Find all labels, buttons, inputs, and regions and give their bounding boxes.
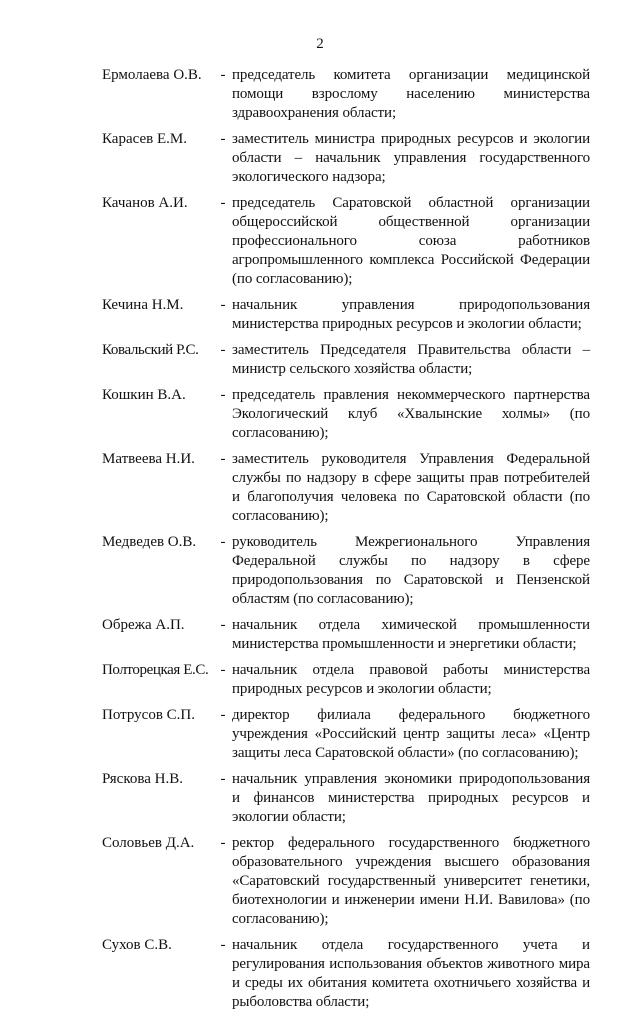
list-item [102,386,590,443]
member-position: начальник управления природопользования министерства природных ресурсов и экологии области; [232,297,590,332]
list-item [102,770,590,827]
member-name: Кечина Н.М. [102,297,184,313]
list-item [102,66,590,123]
separator-dash: - [220,662,226,678]
separator-dash: - [220,342,226,358]
separator-dash: - [220,387,226,403]
commission-member-list [102,66,590,1019]
separator-dash: - [220,131,226,147]
member-position: председатель Саратовской областной организации общероссийской общественной организации профессионального союза работников агропромышленного комплекса Российской Федерации (по согласованию); [232,195,590,287]
list-item [102,450,590,526]
member-position: руководитель Межрегионального Управления Федеральной службы по надзору в сфере природопользования по Саратовской и Пензенской областям (по согласованию); [232,534,590,607]
list-item [102,936,590,1012]
member-name: Обрежа А.П. [102,617,185,633]
list-item [102,834,590,929]
member-name: Соловьев Д.А. [102,835,195,851]
list-item [102,341,590,379]
separator-dash: - [220,534,226,550]
separator-dash: - [220,297,226,313]
separator-dash: - [220,451,226,467]
member-name: Медведев О.В. [102,534,197,550]
separator-dash: - [220,835,226,851]
member-name: Карасев Е.М. [102,131,187,147]
separator-dash: - [220,771,226,787]
member-position: начальник отдела государственного учета и регулирования использования объектов животного мира и среды их обитания комитета охотничьего хозяйства и рыболовства области; [232,937,590,1010]
member-name: Ряскова Н.В. [102,771,183,787]
member-name: Кошкин В.А. [102,387,186,403]
list-item [102,706,590,763]
member-name: Сухов С.В. [102,937,172,953]
list-item [102,194,590,289]
separator-dash: - [220,195,226,211]
member-name: Потрусов С.П. [102,707,196,723]
member-position: начальник управления экономики природопользования и финансов министерства природных ресурсов и экологии области; [232,771,590,825]
list-item [102,533,590,609]
member-position: заместитель Председателя Правительства области – министр сельского хозяйства области; [232,342,590,377]
member-position: директор филиала федерального бюджетного учреждения «Российский центр защиты леса» «Центр защиты леса Саратовской области» (по согласованию); [232,707,590,761]
member-position: ректор федерального государственного бюджетного образовательного учреждения высшего образования «Саратовский государственный университет генетики, биотехнологии и инженерии имени Н.И. Вавилова» (по согласованию); [232,835,590,927]
separator-dash: - [220,707,226,723]
member-position: председатель правления некоммерческого партнерства Экологический клуб «Хвалынские холмы» (по согласованию); [232,387,590,441]
member-position: председатель комитета организации медицинской помощи взрослому населению министерства здравоохранения области; [232,67,590,121]
separator-dash: - [220,67,226,83]
member-name: Полторецкая Е.С. [102,662,209,678]
list-item [102,130,590,187]
page-number: 2 [316,36,324,52]
member-name: Матвеева Н.И. [102,451,195,467]
member-name: Ковальский Р.С. [102,342,199,358]
list-item [102,661,590,699]
list-item [102,296,590,334]
member-position: заместитель министра природных ресурсов и экологии области – начальник управления государственного экологического надзора; [232,131,590,185]
member-position: заместитель руководителя Управления Федеральной службы по надзору в сфере защиты прав потребителей и благополучия человека по Саратовской области (по согласованию); [232,451,590,524]
list-item [102,616,590,654]
member-position: начальник отдела химической промышленности министерства промышленности и энергетики области; [232,617,590,652]
member-name: Ермолаева О.В. [102,67,202,83]
separator-dash: - [220,617,226,633]
member-position: начальник отдела правовой работы министерства природных ресурсов и экологии области; [232,662,590,697]
separator-dash: - [220,937,226,953]
member-name: Качанов А.И. [102,195,188,211]
